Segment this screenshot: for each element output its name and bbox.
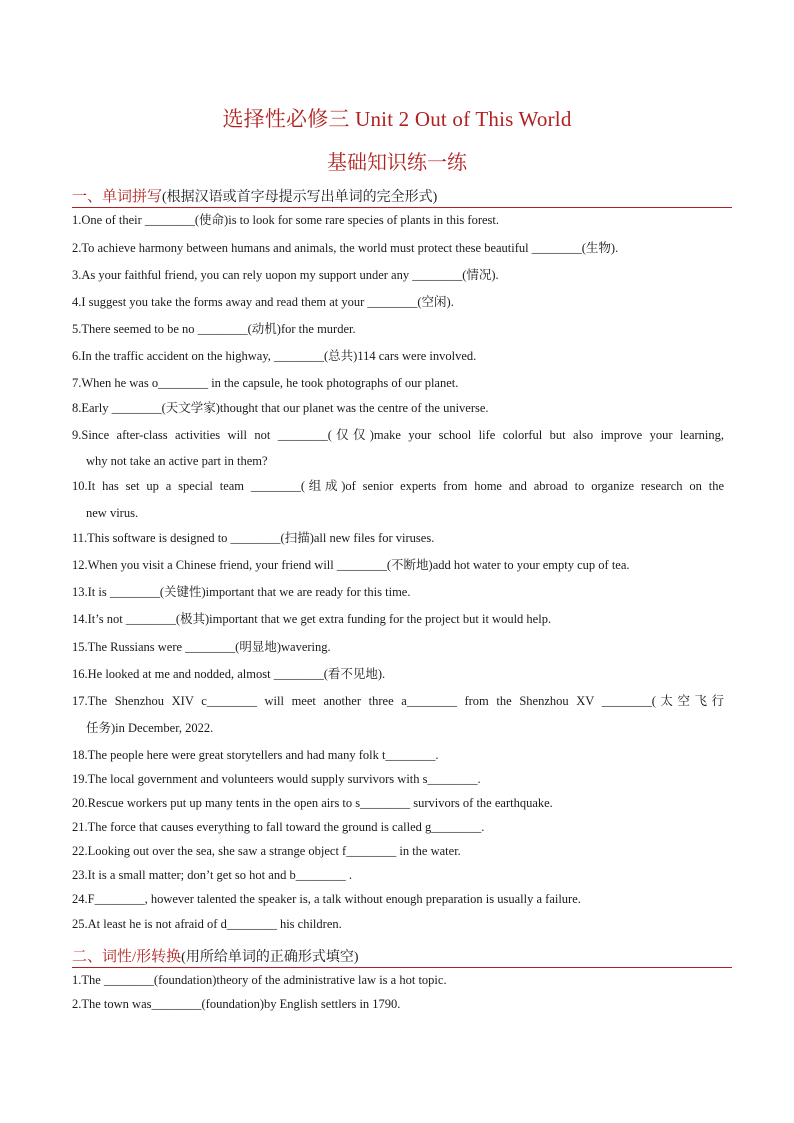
question-24: 24.F________, however talented the speaker is, a talk without enough preparation is usually a failure. [72,892,581,906]
question-7: 7.When he was o________ in the capsule, he took photographs of our planet. [72,376,459,390]
question-1: 1.One of their ________(使命)is to look for some rare species of plants in this forest. [72,213,499,227]
question-12: 12.When you visit a Chinese friend, your friend will ________(不断地)add hot water to your empty cup of tea. [72,558,630,572]
question-4: 4.I suggest you take the forms away and read them at your ________(空闲). [72,295,454,309]
question-22: 22.Looking out over the sea, she saw a strange object f________ in the water. [72,844,461,858]
section-2-question-1: 1.The ________(foundation)theory of the administrative law is a hot topic. [72,973,447,987]
section-2-heading: 二、词性/形转换 [72,949,182,965]
question-19: 19.The local government and volunteers would supply survivors with s________. [72,772,481,786]
section-2-question-2: 2.The town was________(foundation)by English settlers in 1790. [72,997,401,1011]
question-8: 8.Early ________(天文学家)thought that our planet was the centre of the universe. [72,401,489,415]
question-13: 13.It is ________(关键性)important that we are ready for this time. [72,585,411,599]
question-18: 18.The people here were great storytellers and had many folk t________. [72,748,439,762]
question-14: 14.It’s not ________(极其)important that we get extra funding for the project but it would help. [72,612,552,626]
question-10: 10.It has set up a special team ________(组成)of senior experts from home and abroad to organize research on the [72,479,724,493]
question-10-continuation: new virus. [86,506,139,520]
question-9: 9.Since after-class activities will not ________(仅仅)make your school life colorful but also improve your learning, [72,428,724,442]
section-2-header [72,945,732,968]
section-2-instruction: (用所给单词的正确形式填空) [181,950,359,965]
section-1-instruction: (根据汉语或首字母提示写出单词的完全形式) [162,190,438,205]
question-2: 2.To achieve harmony between humans and animals, the world must protect these beautiful ________(生物). [72,241,619,255]
question-21: 21.The force that causes everything to fall toward the ground is called g________. [72,820,485,834]
question-17-continuation: 任务)in December, 2022. [86,721,214,735]
question-23: 23.It is a small matter; don’t get so hot and b________ . [72,868,352,882]
question-11: 11.This software is designed to ________(扫描)all new files for viruses. [72,531,435,545]
question-5: 5.There seemed to be no ________(动机)for the murder. [72,322,356,336]
worksheet-title: 选择性必修三 Unit 2 Out of This World [222,107,572,131]
question-9-continuation: why not take an active part in them? [86,454,268,468]
question-16: 16.He looked at me and nodded, almost ________(看不见地). [72,667,386,681]
question-25: 25.At least he is not afraid of d________ his children. [72,917,342,931]
question-17: 17.The Shenzhou XIV c________ will meet another three a________ from the Shenzhou XV ________(太空飞行 [72,694,724,708]
section-1-header [72,185,732,208]
question-20: 20.Rescue workers put up many tents in the open airs to s________ survivors of the earthquake. [72,796,553,810]
question-6: 6.In the traffic accident on the highway, ________(总共)114 cars were involved. [72,349,477,363]
question-3: 3.As your faithful friend, you can rely uopon my support under any ________(情况). [72,268,499,282]
worksheet-subtitle: 基础知识练一练 [327,152,467,174]
section-1-heading: 一、单词拼写 [72,189,163,205]
question-15: 15.The Russians were ________(明显地)wavering. [72,640,331,654]
